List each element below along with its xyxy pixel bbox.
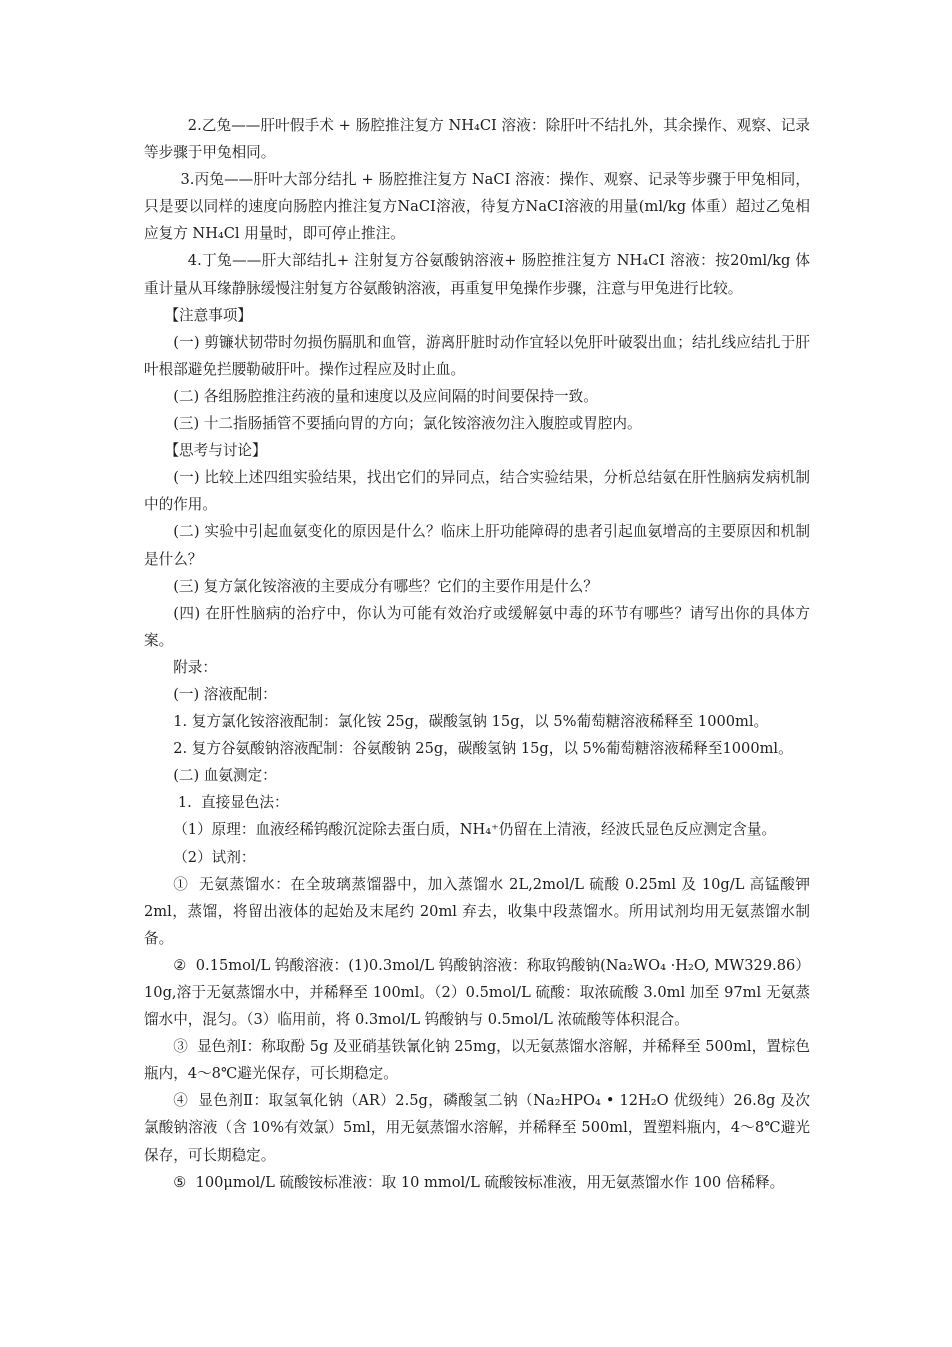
- discussion-4: (四) 在肝性脑病的治疗中，你认为可能有效治疗或缓解氨中毒的环节有哪些？请写出你的具体方案。: [144, 604, 810, 649]
- section-heading-precautions: 【注意事项】: [164, 306, 253, 324]
- discussion-1: (一) 比较上述四组实验结果，找出它们的异同点，结合实验结果，分析总结氨在肝性脑病发病机制中的作用。: [144, 469, 810, 514]
- appendix-solution-heading: (一) 溶液配制：: [173, 685, 277, 703]
- principle: （1）原理：血液经稀钨酸沉淀除去蛋白质，NH₄⁺仍留在上清液，经波氏显色反应测定含量。: [173, 821, 777, 839]
- method-heading: 1. 直接显色法：: [173, 794, 289, 812]
- section-heading-discussion: 【思考与讨论】: [164, 442, 267, 460]
- reagent-1: ① 无氨蒸馏水：在全玻璃蒸馏器中，加入蒸馏水 2L,2mol/L 硫酸 0.25ml 及 10g/L 高锰酸钾 2ml，蒸馏，将留出液体的起始及末尾约 20ml 弃去，收集中段蒸馏水。所用试剂均用无氨蒸馏水制备。: [144, 875, 815, 947]
- discussion-2: (二) 实验中引起血氨变化的原因是什么？临床上肝功能障碍的患者引起血氨增高的主要原因和机制是什么？: [144, 523, 810, 568]
- precaution-2: (二) 各组肠腔推注药液的量和速度以及应间隔的时间要保持一致。: [173, 387, 598, 405]
- precaution-1: (一) 剪镰状韧带时勿损伤膈肌和血管，游离肝脏时动作宜轻以免肝叶破裂出血；结扎线应结扎于肝叶根部避免拦腰勒破肝叶。操作过程应及时止血。: [144, 333, 810, 378]
- reagent-2: ② 0.15mol/L 钨酸溶液：(1)0.3mol/L 钨酸钠溶液：称取钨酸钠(Na₂WO₄ ·H₂O, MW329.86）10g,溶于无氨蒸馏水中，并稀释至 100ml。（2）0.5mol/L 硫酸：取浓硫酸 3.0ml 加至 97ml 无氨蒸馏水中，混匀。（3）临用前，将 0.3mol/L 钨酸钠与 0.5mol/L 浓硫酸等体积混合。: [144, 956, 810, 1029]
- solution-2: 2. 复方谷氨酸钠溶液配制：谷氨酸钠 25g，碳酸氢钠 15g，以 5%葡萄糖溶液稀释至1000ml。: [173, 740, 793, 758]
- paragraph-bing-rabbit: 3.丙兔——肝叶大部分结扎 + 肠腔推注复方 NaCI 溶液：操作、观察、记录等步骤于甲兔相同，只是要以同样的速度向肠腔内推注复方NaCI溶液，待复方NaCI溶液的用量(ml/kg 体重）超过乙兔相应复方 NH₄Cl 用量时，即可停止推注。: [144, 171, 810, 243]
- document-page: [144, 112, 815, 1196]
- paragraph-yi-rabbit: 2.乙兔——肝叶假手术 + 肠腔推注复方 NH₄CI 溶液：除肝叶不结扎外，其余操作、观察、记录等步骤于甲兔相同。: [144, 117, 810, 162]
- appendix-heading: 附录：: [173, 658, 217, 676]
- precaution-3: (三) 十二指肠插管不要插向胃的方向；氯化铵溶液勿注入腹腔或胃腔内。: [173, 415, 642, 433]
- reagent-3: ③ 显色剂Ⅰ：称取酚 5g 及亚硝基铁氰化钠 25mg，以无氨蒸馏水溶解，并稀释至 500ml，置棕色瓶内，4～8℃避光保存，可长期稳定。: [144, 1038, 810, 1083]
- reagent-4: ④ 显色剂Ⅱ：取氢氧化钠（AR）2.5g，磷酸氢二钠（Na₂HPO₄ • 12H₂O 优级纯）26.8g 及次氯酸钠溶液（含 10%有效氯）5ml，用无氨蒸馏水溶解，并稀释至 500ml，置塑料瓶内，4～8℃避光保存，可长期稳定。: [144, 1092, 810, 1164]
- reagents-heading: （2）试剂：: [173, 848, 256, 866]
- solution-1: 1. 复方氯化铵溶液配制：氯化铵 25g，碳酸氢钠 15g，以 5%葡萄糖溶液稀释至 1000ml。: [173, 713, 769, 731]
- appendix-ammonia-heading: (二) 血氨测定：: [173, 767, 277, 785]
- discussion-3: (三) 复方氯化铵溶液的主要成分有哪些？它们的主要作用是什么？: [173, 577, 598, 595]
- reagent-5: ⑤ 100μmol/L 硫酸铵标准液：取 10 mmol/L 硫酸铵标准液，用无氨蒸馏水作 100 倍稀释。: [173, 1173, 785, 1191]
- paragraph-ding-rabbit: 4.丁兔——肝大部结扎+ 注射复方谷氨酸钠溶液+ 肠腔推注复方 NH₄CI 溶液：按20ml/kg 体重计量从耳缘静脉缓慢注射复方谷氨酸钠溶液，再重复甲兔操作步骤，注意与甲兔进行比较。: [144, 252, 810, 297]
